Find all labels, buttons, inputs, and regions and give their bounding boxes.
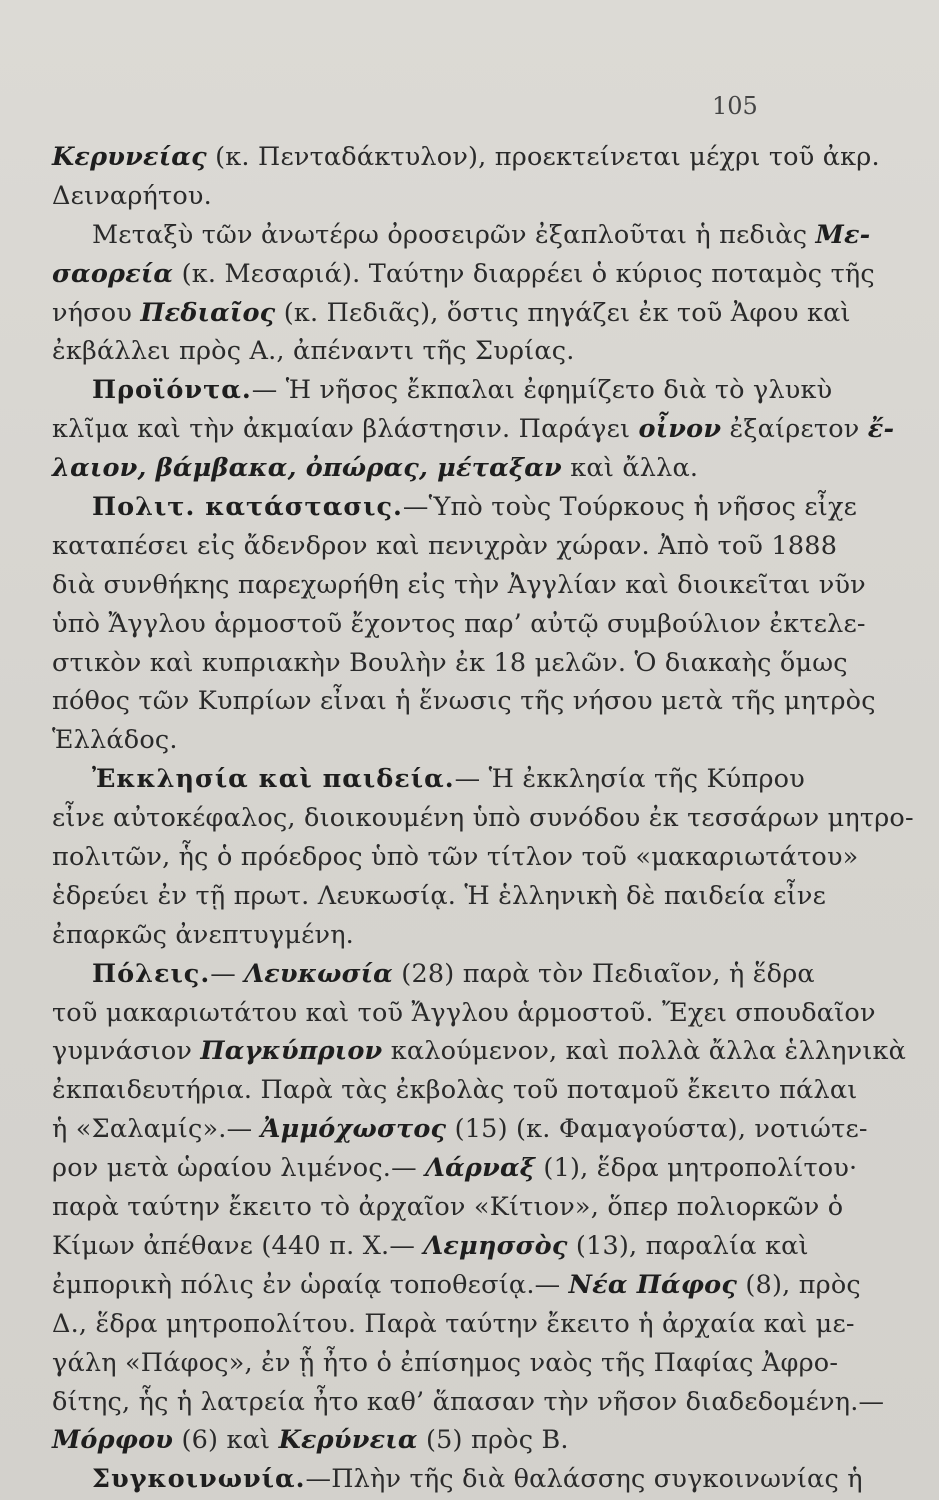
- text-run: —Ὑπὸ τοὺς Τούρκους ἡ νῆσος εἶχε: [402, 492, 858, 523]
- text-line: [52, 255, 875, 294]
- emphasized-term: Λάρναξ: [425, 1153, 536, 1184]
- text-line: [52, 799, 914, 838]
- text-run: —: [210, 958, 245, 989]
- text-line: [52, 1383, 885, 1422]
- text-line: [52, 1344, 839, 1383]
- text-line: [52, 177, 792, 216]
- text-run: πόθος τῶν Κυπρίων εἶναι ἡ ἕνωσις τῆς νήσου μετὰ τῆς μητρὸς: [52, 686, 876, 717]
- emphasized-term: Λεμησσὸς: [423, 1230, 568, 1261]
- text-line: [52, 138, 880, 177]
- emphasized-term: σαορεία: [52, 258, 174, 289]
- text-run: (6) καὶ: [173, 1425, 279, 1456]
- text-run: διὰ συνθήκης παρεχωρήθη εἰς τὴν Ἀγγλίαν καὶ διοικεῖται νῦν: [52, 569, 866, 600]
- text-run: γυμνάσιον: [52, 1036, 201, 1067]
- section-heading: Πολιτ. κατάστασις.: [92, 492, 403, 523]
- emphasized-term: Πεδιαῖος: [140, 297, 276, 328]
- text-run: Δειναρήτου.: [52, 180, 212, 211]
- text-run: παρὰ ταύτην ἔκειτο τὸ ἀρχαῖον «Κίτιον», ὅπερ πολιορκῶν ὁ: [52, 1192, 844, 1223]
- emphasized-term: οἶνον: [638, 414, 722, 445]
- text-run: ρον μετὰ ὡραίου λιμένος.—: [52, 1153, 426, 1184]
- text-run: (8), πρὸς: [737, 1269, 861, 1300]
- text-run: (κ. Πενταδάκτυλον), προεκτείνεται μέχρι τοῦ ἀκρ.: [206, 142, 880, 172]
- text-line: [52, 294, 851, 333]
- text-line: [52, 1460, 863, 1499]
- text-line: [52, 721, 792, 760]
- text-run: ἐκβάλλει πρὸς Α., ἀπέναντι τῆς Συρίας.: [52, 336, 575, 367]
- emphasized-term: Κερύνεια: [278, 1425, 418, 1456]
- emphasized-term: λαιον, βάμβακα, ὀπώρας, μέταξαν: [52, 453, 562, 484]
- text-run: (κ. Πεδιᾶς), ὅστις πηγάζει ἐκ τοῦ Ἀφου καὶ: [275, 297, 851, 328]
- emphasized-term: Νέα Πάφος: [568, 1269, 738, 1300]
- text-run: —Πλὴν τῆς διὰ θαλάσσης συγκοινωνίας ἡ: [305, 1464, 863, 1495]
- emphasized-term: Κερυνείας: [52, 142, 207, 172]
- section-heading: Πόλεις.: [92, 958, 211, 989]
- text-run: (15) (κ. Φαμαγούστα), νοτιώτε-: [446, 1114, 868, 1145]
- page-number: 105: [712, 92, 758, 120]
- emphasized-term: Παγκύπριον: [200, 1036, 383, 1067]
- emphasized-term: Με-: [815, 219, 871, 250]
- text-run: καλούμενον, καὶ πολλὰ ἄλλα ἑλληνικὰ: [382, 1036, 907, 1067]
- section-heading: Προϊόντα.: [92, 375, 252, 406]
- text-line: [52, 488, 858, 527]
- text-run: εἶνε αὐτοκέφαλος, διοικουμένη ὑπὸ συνόδου ἐκ τεσσάρων μητρο-: [52, 803, 914, 834]
- text-run: Κίμων ἀπέθανε (440 π. Χ.—: [52, 1230, 424, 1261]
- text-run: στικὸν καὶ κυπριακὴν Βουλὴν ἐκ 18 μελῶν. Ὁ διακαὴς ὅμως: [52, 647, 848, 678]
- text-run: Μεταξὺ τῶν ἀνωτέρω ὀροσειρῶν ἐξαπλοῦται ἡ πεδιὰς: [92, 219, 816, 250]
- emphasized-term: Μόρφου: [52, 1425, 174, 1456]
- text-line: [52, 994, 876, 1033]
- text-run: Ἑλλάδος.: [52, 725, 178, 756]
- text-run: κλῖμα καὶ τὴν ἀκμαίαν βλάστησιν. Παράγει: [52, 414, 639, 445]
- text-line: [52, 1227, 809, 1266]
- text-run: ἑδρεύει ἐν τῇ πρωτ. Λευκωσίᾳ. Ἡ ἑλληνικὴ δὲ παιδεία εἶνε: [52, 880, 827, 911]
- text-line: [52, 682, 876, 721]
- text-run: (1), ἕδρα μητροπολίτου·: [535, 1153, 858, 1184]
- emphasized-term: Λευκωσία: [244, 958, 393, 989]
- section-heading: Συγκοινωνία.: [92, 1464, 306, 1495]
- text-line: [52, 1149, 858, 1188]
- text-line: [52, 1032, 907, 1071]
- text-run: Δ., ἕδρα μητροπολίτου. Παρὰ ταύτην ἔκειτο ἡ ἀρχαία καὶ με-: [52, 1308, 855, 1339]
- text-run: καταπέσει εἰς ἄδενδρον καὶ πενιχρὰν χώραν. Ἀπὸ τοῦ 1888: [52, 530, 838, 561]
- text-run: καὶ ἄλλα.: [561, 453, 699, 484]
- text-run: (28) παρὰ τὸν Πεδιαῖον, ἡ ἕδρα: [392, 958, 815, 989]
- text-line: [52, 216, 871, 255]
- text-line: [52, 838, 859, 877]
- text-line: [52, 449, 792, 488]
- text-run: ἐξαίρετον: [721, 414, 868, 445]
- text-line: [52, 332, 792, 371]
- body-text: [52, 138, 914, 1499]
- text-run: (κ. Μεσαριά). Ταύτην διαρρέει ὁ κύριος ποταμὸς τῆς: [173, 258, 875, 289]
- text-line: [52, 955, 815, 994]
- text-run: ἐπαρκῶς ἀνεπτυγμένη.: [52, 919, 354, 950]
- text-line: [52, 877, 827, 916]
- text-line: [52, 1421, 792, 1460]
- text-line: [52, 1266, 861, 1305]
- text-line: [52, 1071, 858, 1110]
- text-run: τοῦ μακαριωτάτου καὶ τοῦ Ἄγγλου ἁρμοστοῦ. Ἔχει σπουδαῖον: [52, 997, 876, 1028]
- text-line: [52, 605, 866, 644]
- text-line: [52, 1110, 868, 1149]
- text-line: [52, 410, 895, 449]
- text-run: γάλη «Πάφος», ἐν ᾗ ἦτο ὁ ἐπίσημος ναὸς τῆς Παφίας Ἀφρο-: [52, 1347, 839, 1378]
- emphasized-term: Ἀμμόχωστος: [260, 1114, 447, 1145]
- text-line: [52, 371, 833, 410]
- text-line: [52, 566, 866, 605]
- text-line: [52, 1305, 855, 1344]
- text-run: — Ἡ νῆσος ἔκπαλαι ἐφημίζετο διὰ τὸ γλυκὺ: [251, 375, 833, 406]
- section-heading: Ἐκκλησία καὶ παιδεία.: [92, 764, 455, 795]
- text-run: πολιτῶν, ἧς ὁ πρόεδρος ὑπὸ τῶν τίτλον τοῦ «μακαριωτάτου»: [52, 842, 859, 873]
- text-run: δίτης, ἧς ἡ λατρεία ἦτο καθ’ ἅπασαν τὴν νῆσον διαδεδομένη.—: [52, 1386, 885, 1417]
- text-run: (13), παραλία καὶ: [567, 1230, 809, 1261]
- text-line: [52, 644, 848, 683]
- emphasized-term: ἔ-: [867, 414, 895, 445]
- text-run: ἐμπορικὴ πόλις ἐν ὡραίᾳ τοποθεσίᾳ.—: [52, 1269, 569, 1300]
- text-line: [52, 760, 805, 799]
- text-run: ἐκπαιδευτήρια. Παρὰ τὰς ἐκβολὰς τοῦ ποταμοῦ ἔκειτο πάλαι: [52, 1075, 858, 1106]
- text-line: [52, 527, 838, 566]
- text-run: ὑπὸ Ἄγγλου ἁρμοστοῦ ἔχοντος παρ’ αὐτῷ συμβούλιον ἐκτελε-: [52, 608, 866, 639]
- text-run: (5) πρὸς Β.: [417, 1425, 569, 1456]
- text-run: — Ἡ ἐκκλησία τῆς Κύπρου: [454, 764, 805, 795]
- text-run: ἡ «Σαλαμίς».—: [52, 1114, 261, 1145]
- text-line: [52, 1188, 844, 1227]
- text-run: νήσου: [52, 297, 141, 328]
- text-line: [52, 916, 792, 955]
